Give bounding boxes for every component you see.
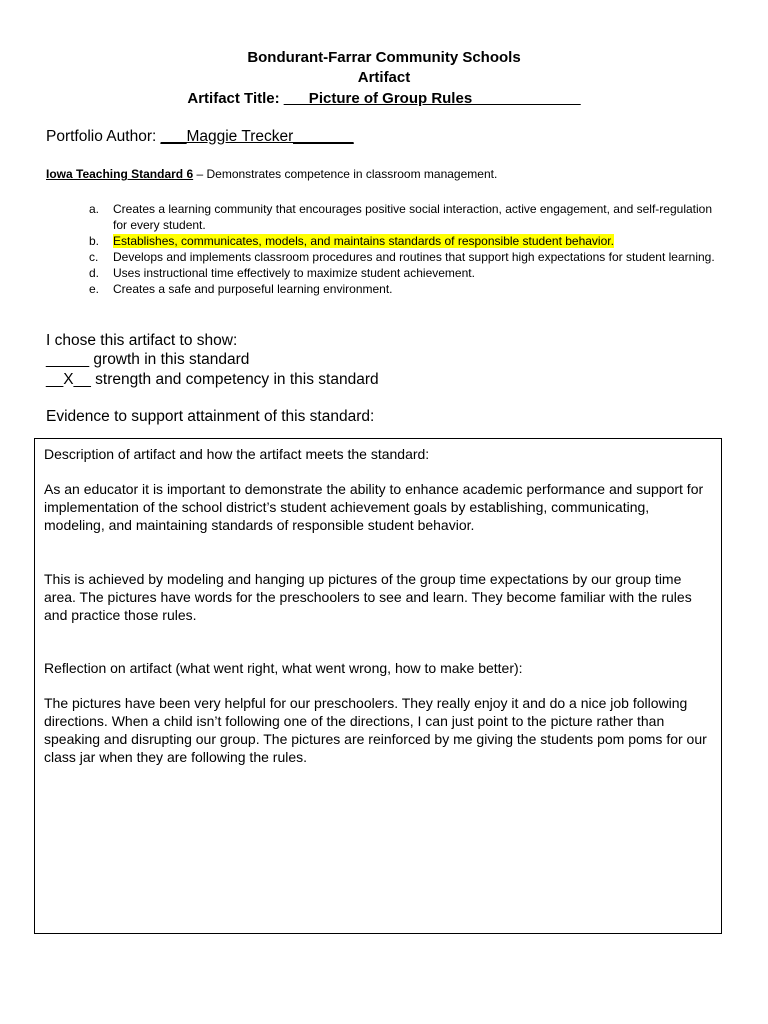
artifact-title: [0, 89, 768, 109]
school-name: Bondurant-Farrar Community Schools: [247, 49, 521, 66]
standard-description: – Demonstrates competence in classroom management.: [193, 167, 498, 181]
choice-growth: _____ growth in this standard: [46, 351, 250, 368]
portfolio-author: [46, 128, 354, 146]
criterion-text: Develops and implements classroom procedures and routines that support high expectations for student learning.: [113, 250, 715, 264]
criterion-marker: e.: [89, 282, 100, 296]
strength-text: strength and competency in this standard: [90, 371, 379, 388]
criterion-item: [86, 201, 726, 233]
strength-mark: __X__: [46, 371, 91, 388]
evidence-heading: Evidence to support attainment of this standard:: [46, 408, 375, 425]
standard-heading: [46, 167, 497, 181]
criterion-item: [86, 233, 726, 249]
criterion-item: [86, 281, 726, 297]
criterion-marker: d.: [89, 266, 100, 280]
artifact-title-label: Artifact Title:: [187, 90, 284, 107]
document-type: Artifact: [357, 69, 411, 86]
criterion-text: Establishes, communicates, models, and maintains standards of responsible student behavior.: [113, 234, 614, 248]
criterion-text: Creates a learning community that encourages positive social interaction, active engagement, and self-regulation for every student.: [113, 202, 713, 232]
standard-name: Iowa Teaching Standard 6: [46, 167, 194, 181]
author-label: Portfolio Author:: [46, 128, 161, 145]
description-paragraph-2: This is achieved by modeling and hanging up pictures of the group time expectations by our group time area. The pictures have words for the preschoolers to see and learn. They become familiar with the rules and practice those rules.: [44, 571, 692, 623]
criterion-marker: b.: [89, 234, 100, 248]
description-heading: Description of artifact and how the artifact meets the standard:: [44, 446, 430, 462]
criterion-marker: a.: [89, 202, 100, 216]
choice-strength: [46, 370, 379, 390]
author-value: ___Maggie Trecker_______: [160, 128, 354, 145]
reflection-paragraph: The pictures have been very helpful for our preschoolers. They really enjoy it and do a nice job following directions. When a child isn’t following one of the directions, I can just point to the picture rather than speaking and disrupting our group. The pictures are reinforced by me giving the students pom poms for our class jar when they are following the rules.: [44, 695, 707, 765]
criterion-text: Uses instructional time effectively to maximize student achievement.: [113, 266, 475, 280]
criterion-marker: c.: [89, 250, 99, 264]
evidence-box: [34, 438, 722, 934]
criterion-item: [86, 249, 726, 265]
criterion-text: Creates a safe and purposeful learning environment.: [113, 282, 393, 296]
criterion-item: [86, 265, 726, 281]
choice-intro: I chose this artifact to show:: [46, 332, 238, 349]
description-paragraph-1: As an educator it is important to demonstrate the ability to enhance academic performance and support for implementation of the school district’s student achievement goals by establishing, communicating, modeling, and maintaining standards of responsible student behavior.: [44, 481, 704, 533]
standard-criteria-list: [86, 201, 726, 297]
reflection-heading: Reflection on artifact (what went right, what went wrong, how to make better):: [44, 660, 523, 676]
artifact-title-value: ___Picture of Group Rules_____________: [283, 90, 581, 107]
